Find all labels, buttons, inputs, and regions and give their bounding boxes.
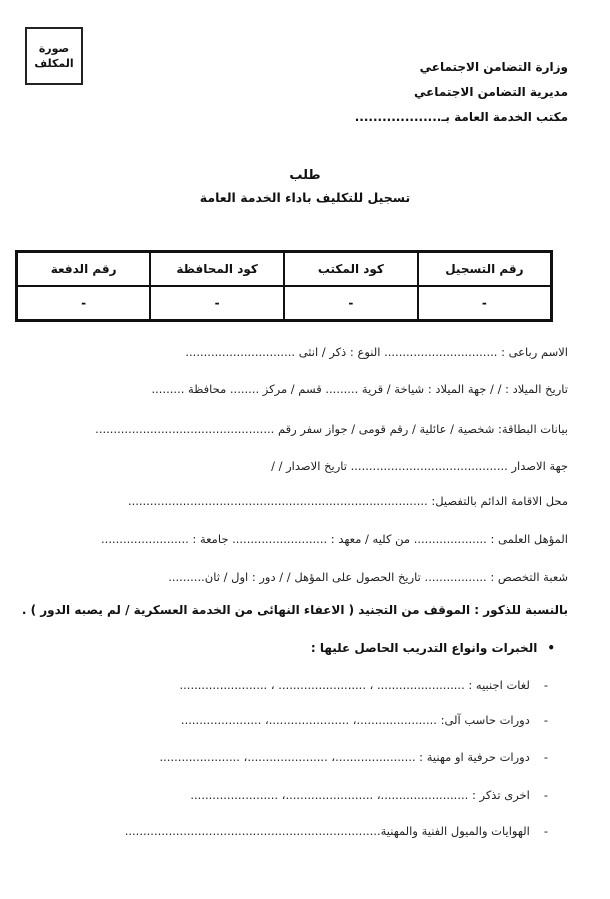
foreign-languages-line [179,678,548,692]
codes-table [15,250,553,322]
dash-icon: - [543,678,548,692]
computer-courses-line [181,713,548,727]
dash-icon: - [543,824,548,838]
dash-icon: - [543,788,548,802]
ministry-name: وزارة التضامن الاجتماعي [419,60,568,74]
issue-line: جهة الاصدار ........................................... تاريخ الاصدار / / [271,459,568,473]
other-text: اخرى تذكر : ........................، ........................، ........................ [190,788,530,802]
computer-courses-text: دورات حاسب آلى: ......................، ......................، ...................... [180,713,530,727]
foreign-languages-text: لغات اجنبيه : ........................ ، ........................ ، ........................ [179,678,530,692]
batch-number-header: رقم الدفعة [17,252,151,287]
bullet-icon: • [547,641,555,655]
governorate-code-header: كود المحافظة [150,252,284,287]
photo-box-line1: صورة [38,42,70,55]
birth-line: تاريخ الميلاد : / / جهة الميلاد : شياخة / قرية ......... قسم / مركز ........ محافظة ......... [151,382,568,396]
form-title: طلب [289,168,321,183]
hobbies-line [125,824,548,838]
registration-number-value: - [418,286,552,321]
registration-number-header: رقم التسجيل [418,252,552,287]
office-code-header: كود المكتب [284,252,418,287]
codes-table-value-row [17,286,552,321]
experience-heading [311,641,555,655]
specialization-line: شعبة التخصص : ................. تاريخ الحصول على المؤهل / / دور : اول / ثان.......... [168,570,568,584]
dash-icon: - [543,750,548,764]
full-name-line: الاسم رباعى : ............................... النوع : ذكر / انثى .............................. [185,345,568,359]
qualification-line: المؤهل العلمى : .................... من كليه / معهد : .......................... جامعة : ........................ [101,532,568,546]
photo-box [25,27,83,85]
military-status-line: بالنسبة للذكور : الموقف من التجنيد ( الاعفاء النهائى من الخدمة العسكرية / لم يصبه الدور ) . [21,603,568,617]
office-name: مكتب الخدمة العامة بـ................... [354,110,568,124]
vocational-courses-text: دورات حرفية او مهنية : ......................، ......................، ...................... [159,750,530,764]
header [268,55,568,130]
office-code-value: - [284,286,418,321]
experience-heading-text: الخبرات وانواع التدريب الحاصل عليها : [310,641,538,655]
photo-box-line2: المكلف [34,57,74,70]
governorate-code-value: - [150,286,284,321]
vocational-courses-line [160,750,548,764]
batch-number-value: - [17,286,151,321]
other-line [190,788,548,802]
dash-icon: - [543,713,548,727]
directorate-name: مديرية التضامن الاجتماعي [413,85,568,99]
hobbies-text: الهوايات والميول الفنية والمهنية...................................................................... [124,824,530,838]
codes-table-header-row [17,252,552,287]
form-subtitle: تسجيل للتكليف باداء الخدمة العامة [199,190,411,205]
id-card-line: بيانات البطاقة: شخصية / عائلية / رقم قومى / جواز سفر رقم ................................................. [95,422,568,436]
residence-line: محل الاقامة الدائم بالتفصيل: .................................................................................. [127,494,568,508]
